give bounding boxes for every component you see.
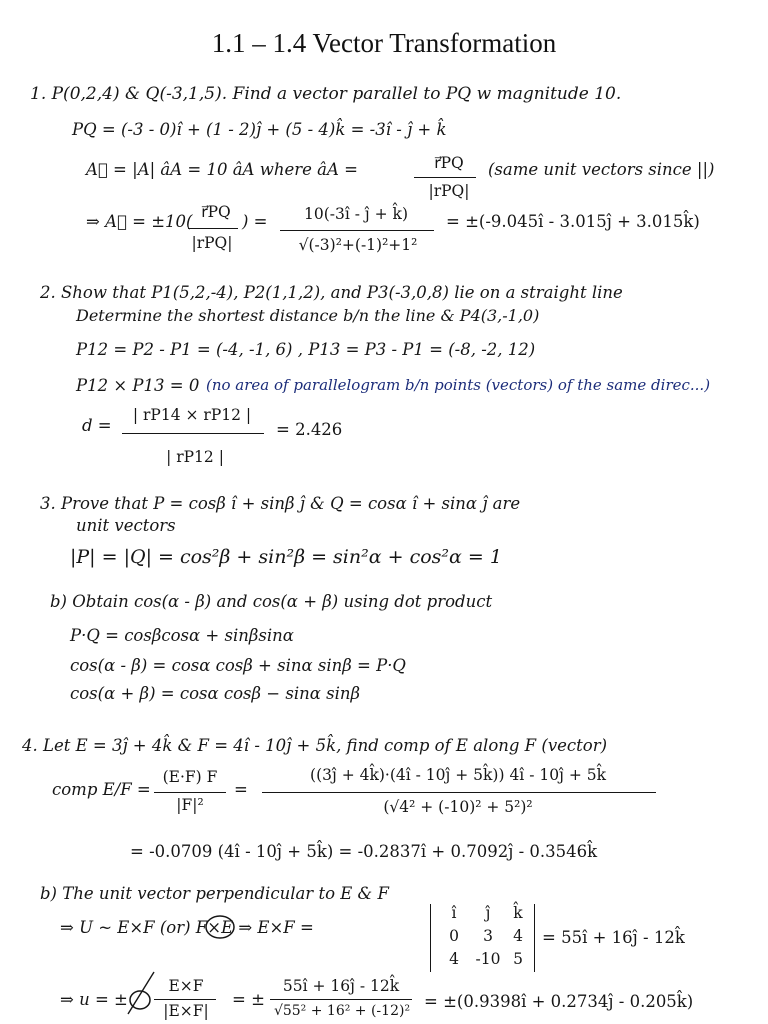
problem-4-u-num2: 55î + 16ĵ - 12k̂ bbox=[282, 977, 400, 995]
problem-4-comp-num2: ((3ĵ + 4k̂)·(4î - 10ĵ + 5k̂)) 4î - 10ĵ + 5k̂ bbox=[310, 766, 606, 784]
problem-4-u-result: = ±(0.9398î + 0.2734ĵ - 0.205k̂) bbox=[424, 992, 694, 1011]
problem-4-cross-result: = 55î + 16ĵ - 12k̂ bbox=[542, 928, 685, 947]
problem-4-comp-result: = -0.0709 (4î - 10ĵ + 5k̂) = -0.2837î + 0.7092ĵ - 0.3546k̂ bbox=[130, 842, 598, 861]
problem-1-unit-num: r⃗PQ bbox=[434, 154, 464, 172]
circle-mark-icon bbox=[206, 916, 234, 938]
problem-4-part-b: b) The unit vector perpendicular to E & F bbox=[40, 884, 389, 903]
det-cell: 4 bbox=[449, 950, 459, 968]
page-title: 1.1 – 1.4 Vector Transformation bbox=[211, 28, 557, 58]
problem-2-question-line-1: 2. Show that P1(5,2,-4), P2(1,1,2), and P3(-3,0,8) lie on a straight line bbox=[40, 283, 623, 302]
problem-2-d-den: | rP12 | bbox=[166, 448, 224, 466]
problem-1-result: = ±(-9.045î - 3.015ĵ + 3.015k̂) bbox=[446, 212, 700, 231]
problem-1-line-pq: PQ = (-3 - 0)î + (1 - 2)ĵ + (5 - 4)k̂ = -3î - ĵ + k̂ bbox=[72, 120, 447, 139]
problem-3-cos-diff: cos(α - β) = cosα cosβ + sinα sinβ = P·Q bbox=[70, 656, 406, 675]
problem-1-note: (same unit vectors since ||) bbox=[488, 160, 715, 179]
problem-4-comp-eq: = bbox=[234, 780, 248, 799]
problem-4-comp-label: comp E/F = bbox=[52, 780, 151, 799]
det-cell: 3 bbox=[483, 927, 493, 945]
problem-2-line-p12: P12 = P2 - P1 = (-4, -1, 6) , P13 = P3 - P1 = (-8, -2, 12) bbox=[76, 340, 536, 359]
det-cell: î bbox=[451, 904, 457, 922]
problem-1-unit-den: |rPQ| bbox=[428, 182, 470, 200]
problem-1-line-result-mid: ) = bbox=[242, 212, 268, 231]
problem-4-cross-label: ⇒ U ~ E×F (or) F×E ⇒ E×F = bbox=[60, 918, 314, 937]
problem-4-comp-den2: (√4² + (-10)² + 5²)² bbox=[383, 798, 533, 816]
problem-2-line-cross: P12 × P13 = 0 bbox=[76, 376, 200, 395]
problem-3-question-line-1: 3. Prove that P = cosβ î + sinβ ĵ & Q = cosα î + sinα ĵ are bbox=[40, 494, 521, 513]
problem-2-d-label: d = bbox=[82, 416, 112, 435]
problem-2-d-num: | rP14 × rP12 | bbox=[132, 406, 252, 424]
problem-1-num2: 10(-3î - ĵ + k̂) bbox=[303, 205, 408, 223]
det-cell: 4 bbox=[513, 927, 523, 945]
det-cell: k̂ bbox=[513, 904, 523, 922]
det-cell: ĵ bbox=[485, 904, 491, 922]
problem-4-u-den: |E×F| bbox=[163, 1002, 209, 1020]
det-cell: 5 bbox=[513, 950, 523, 968]
problem-1-ratio-den: |rPQ| bbox=[191, 234, 233, 252]
slash-mark-icon bbox=[128, 972, 154, 1014]
problem-4-comp-num: (E·F) F bbox=[162, 768, 218, 786]
problem-1-den2: √(-3)²+(-1)²+1² bbox=[298, 236, 418, 254]
problem-1-ratio-num: r⃗PQ bbox=[201, 203, 231, 221]
det-cell: -10 bbox=[475, 950, 501, 968]
problem-1-question: 1. P(0,2,4) & Q(-3,1,5). Find a vector parallel to PQ w magnitude 10. bbox=[30, 84, 622, 104]
problem-4-question: 4. Let E = 3ĵ + 4k̂ & F = 4î - 10ĵ + 5k̂, find comp of E along F (vector) bbox=[22, 736, 608, 755]
problem-1-line-result-start: ⇒ A⃗ = ±10( bbox=[86, 212, 193, 231]
problem-2-d-result: = 2.426 bbox=[276, 420, 343, 439]
problem-3-question-line-2: unit vectors bbox=[76, 516, 176, 535]
problem-1-line-a: A⃗ = |A| âA = 10 âA where âA = bbox=[86, 160, 358, 179]
problem-4-u-eq: = ± bbox=[232, 990, 265, 1009]
det-cell: 0 bbox=[449, 927, 459, 945]
problem-2-note: (no area of parallelogram b/n points (vectors) of the same direc...) bbox=[206, 376, 711, 394]
problem-3-part-b: b) Obtain cos(α - β) and cos(α + β) using dot product bbox=[50, 592, 493, 611]
problem-4-comp-den: |F|² bbox=[176, 796, 204, 814]
problem-2-question-line-2: Determine the shortest distance b/n the line & P4(3,-1,0) bbox=[76, 306, 540, 325]
problem-3-cos-sum: cos(α + β) = cosα cosβ − sinα sinβ bbox=[70, 684, 361, 703]
problem-3-magnitude: |P| = |Q| = cos²β + sin²β = sin²α + cos²α = 1 bbox=[70, 546, 502, 568]
problem-4-u-label: ⇒ u = ± bbox=[60, 990, 128, 1009]
problem-4-u-num: E×F bbox=[168, 977, 204, 995]
problem-3-dot: P·Q = cosβcosα + sinβsinα bbox=[70, 626, 294, 645]
problem-4-u-den2: √55² + 16² + (-12)² bbox=[273, 1003, 411, 1019]
